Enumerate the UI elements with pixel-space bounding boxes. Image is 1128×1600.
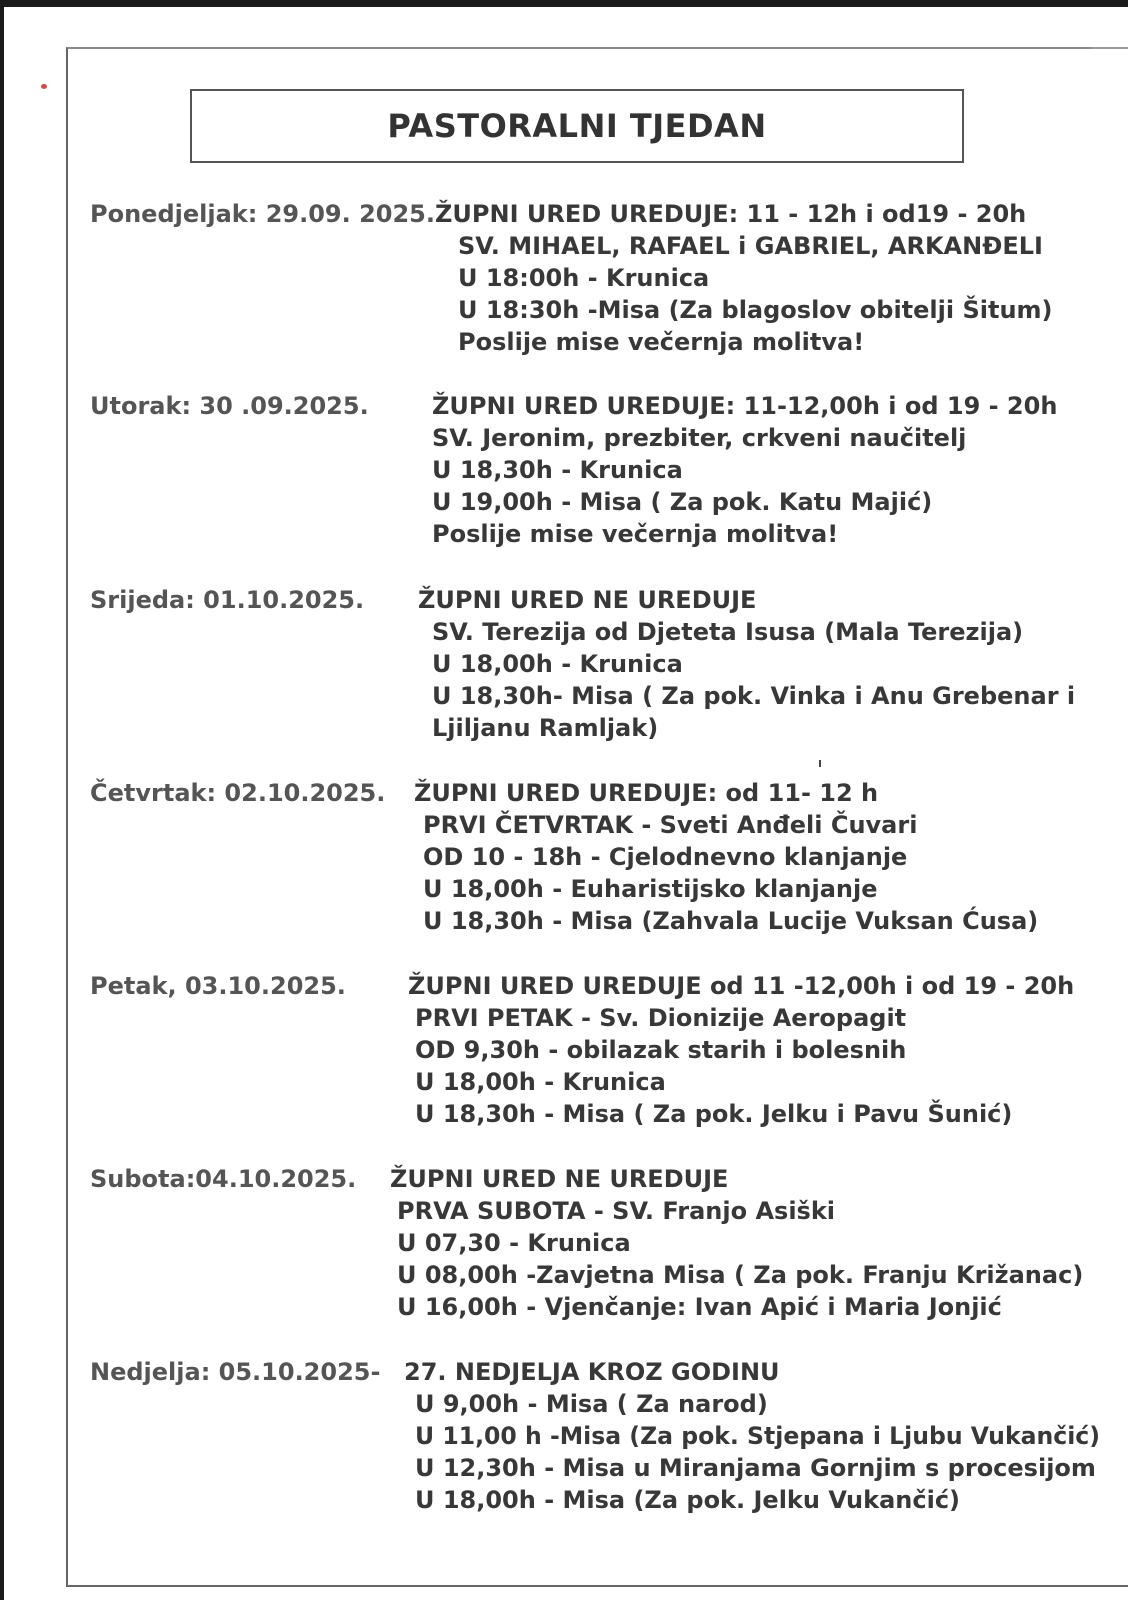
day-line: U 18,00h - Krunica xyxy=(415,1068,666,1096)
day-line: U 18:30h -Misa (Za blagoslov obitelji Šitum) xyxy=(458,296,1053,324)
day-line: U 18,30h - Misa (Zahvala Lucije Vuksan Ćusa) xyxy=(423,907,1039,935)
day-label-monday: Ponedjeljak: 29.09. 2025. xyxy=(90,200,435,228)
day-line: ŽUPNI URED UREDUJE: 11 - 12h i od19 - 20h xyxy=(435,200,1027,228)
day-line: Poslije mise večernja molitva! xyxy=(458,328,865,356)
red-dot-mark xyxy=(41,84,47,89)
day-line: U 18,00h - Misa (Za pok. Jelku Vukančić) xyxy=(415,1486,961,1514)
day-label-saturday: Subota:04.10.2025. xyxy=(90,1165,357,1193)
day-line: ŽUPNI URED UREDUJE: 11-12,00h i od 19 - 20h xyxy=(432,392,1058,420)
day-line: PRVI PETAK - Sv. Dionizije Aeropagit xyxy=(415,1004,907,1032)
day-line: U 18,00h - Euharistijsko klanjanje xyxy=(423,875,878,903)
day-line: U 19,00h - Misa ( Za pok. Katu Majić) xyxy=(432,488,933,516)
day-line: SV. Jeronim, prezbiter, crkveni naučitelj xyxy=(432,424,967,452)
day-label-sunday: Nedjelja: 05.10.2025- xyxy=(90,1358,381,1386)
day-line: 27. NEDJELJA KROZ GODINU xyxy=(404,1358,780,1386)
page-title: PASTORALNI TJEDAN xyxy=(387,107,767,145)
day-line: U 07,30 - Krunica xyxy=(397,1229,631,1257)
day-line: U 18:00h - Krunica xyxy=(458,264,710,292)
day-line: SV. Terezija od Djeteta Isusa (Mala Terezija) xyxy=(432,618,1024,646)
frame-corner-line xyxy=(1092,47,1128,49)
day-label-tuesday: Utorak: 30 .09.2025. xyxy=(90,392,369,420)
day-line: ŽUPNI URED NE UREDUJE xyxy=(418,586,757,614)
day-line: U 9,00h - Misa ( Za narod) xyxy=(415,1390,768,1418)
day-line: U 11,00 h -Misa (Za pok. Stjepana i Ljubu Vukančić) xyxy=(415,1422,1100,1450)
day-line: PRVI ČETVRTAK - Sveti Anđeli Čuvari xyxy=(423,811,918,839)
day-line: U 12,30h - Misa u Miranjama Gornjim s procesijom xyxy=(415,1454,1096,1482)
day-line: ŽUPNI URED UREDUJE od 11 -12,00h i od 19 - 20h xyxy=(408,972,1075,1000)
title-box xyxy=(190,89,964,163)
day-line: U 18,30h- Misa ( Za pok. Vinka i Anu Grebenar i xyxy=(432,682,1076,710)
day-line: U 16,00h - Vjenčanje: Ivan Apić i Maria Jonjić xyxy=(397,1293,1002,1321)
day-label-friday: Petak, 03.10.2025. xyxy=(90,972,346,1000)
day-line: U 18,30h - Krunica xyxy=(432,456,683,484)
scan-top-edge xyxy=(0,0,1128,7)
day-line: U 08,00h -Zavjetna Misa ( Za pok. Franju Križanac) xyxy=(397,1261,1084,1289)
day-line: SV. MIHAEL, RAFAEL i GABRIEL, ARKANĐELI xyxy=(458,232,1043,260)
day-line: Ljiljanu Ramljak) xyxy=(432,714,659,742)
day-line: OD 10 - 18h - Cjelodnevno klanjanje xyxy=(423,843,908,871)
day-line: ŽUPNI URED UREDUJE: od 11- 12 h xyxy=(414,779,879,807)
stray-mark xyxy=(819,760,821,767)
day-line: U 18,30h - Misa ( Za pok. Jelku i Pavu Šunić) xyxy=(415,1100,1013,1128)
day-line: U 18,00h - Krunica xyxy=(432,650,683,678)
day-label-thursday: Četvrtak: 02.10.2025. xyxy=(90,779,386,807)
day-line: PRVA SUBOTA - SV. Franjo Asiški xyxy=(397,1197,836,1225)
day-line: Poslije mise večernja molitva! xyxy=(432,520,839,548)
day-line: OD 9,30h - obilazak starih i bolesnih xyxy=(415,1036,907,1064)
day-label-wednesday: Srijeda: 01.10.2025. xyxy=(90,586,365,614)
day-line: ŽUPNI URED NE UREDUJE xyxy=(390,1165,729,1193)
scan-left-edge xyxy=(0,0,4,1600)
